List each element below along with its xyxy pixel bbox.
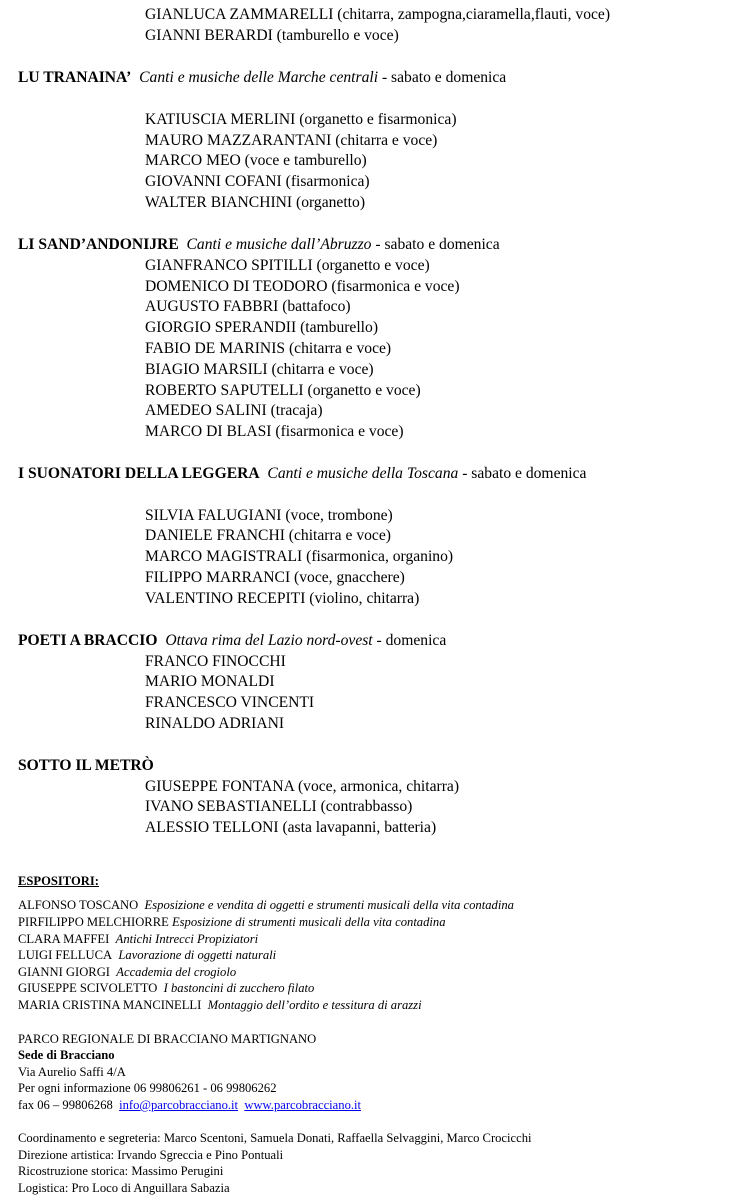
group-description: Canti e musiche della Toscana xyxy=(267,465,459,482)
member-line: MARCO DI BLASI (fisarmonica e voce) xyxy=(145,423,404,440)
member-line: GIUSEPPE FONTANA (voce, armonica, chitarra) xyxy=(145,778,460,795)
espositore-desc: I bastoncini di zucchero filato xyxy=(163,981,315,995)
member-line: GIORGIO SPERANDII (tamburello) xyxy=(145,319,379,336)
espositore-line xyxy=(18,997,422,1013)
member-line: BIAGIO MARSILI (chitarra e voce) xyxy=(145,361,374,378)
address: Via Aurelio Saffi 4/A xyxy=(18,1065,126,1079)
member-line: RINALDO ADRIANI xyxy=(145,715,285,732)
group-name: POETI A BRACCIO xyxy=(18,632,158,649)
espositore-name: PIRFILIPPO MELCHIORRE xyxy=(18,915,169,929)
member-line: KATIUSCIA MERLINI (organetto e fisarmonica) xyxy=(145,111,457,128)
espositore-name: GIUSEPPE SCIVOLETTO xyxy=(18,981,158,995)
espositore-name: CLARA MAFFEI xyxy=(18,932,110,946)
member-line: AMEDEO SALINI (tracaja) xyxy=(145,402,323,419)
espositore-name: MARIA CRISTINA MANCINELLI xyxy=(18,998,202,1012)
group-description: Canti e musiche dall’Abruzzo xyxy=(186,236,372,253)
group-name: I SUONATORI DELLA LEGGERA xyxy=(18,465,260,482)
group-name: LU TRANAINA’ xyxy=(18,69,132,86)
phone-info: Per ogni informazione 06 99806261 - 06 99806262 xyxy=(18,1081,277,1095)
member-line: FRANCO FINOCCHI xyxy=(145,653,286,670)
group-description: Ottava rima del Lazio nord-ovest xyxy=(165,632,373,649)
member-line: MARIO MONALDI xyxy=(145,673,275,690)
espositore-desc: Antichi Intrecci Propiziatori xyxy=(115,932,259,946)
group-heading-li-sand-andonijre xyxy=(18,235,500,255)
fax-line xyxy=(18,1097,361,1113)
espositore-line xyxy=(18,897,514,913)
group-heading-lu-tranaina xyxy=(18,68,506,88)
espositore-line xyxy=(18,964,236,980)
member-line: AUGUSTO FABBRI (battafoco) xyxy=(145,298,351,315)
group-name: SOTTO IL METRÒ xyxy=(18,757,154,774)
member-line: GIANFRANCO SPITILLI (organetto e voce) xyxy=(145,257,430,274)
espositore-name: ALFONSO TOSCANO xyxy=(18,898,139,912)
member-line: FILIPPO MARRANCI (voce, gnacchere) xyxy=(145,569,405,586)
espositore-desc: Accademia del crogiolo xyxy=(116,965,237,979)
group-days: - sabato e domenica xyxy=(378,69,507,86)
member-line: ROBERTO SAPUTELLI (organetto e voce) xyxy=(145,382,421,399)
group-days: - domenica xyxy=(372,632,447,649)
website-link[interactable]: www.parcobracciano.it xyxy=(244,1098,362,1112)
espositore-desc: Montaggio dell’ordito e tessitura di arazzi xyxy=(207,998,422,1012)
espositore-name: LUIGI FELLUCA xyxy=(18,948,113,962)
espositore-line xyxy=(18,980,314,996)
park-name: PARCO REGIONALE DI BRACCIANO MARTIGNANO xyxy=(18,1032,317,1046)
member-line: IVANO SEBASTIANELLI (contrabbasso) xyxy=(145,798,413,815)
credit-line: Coordinamento e segreteria: Marco Scentoni, Samuela Donati, Raffaella Selvaggini, Marco Crocicchi xyxy=(18,1131,532,1145)
email-link[interactable]: info@parcobracciano.it xyxy=(119,1098,239,1112)
group-heading-poeti-a-braccio xyxy=(18,631,446,651)
member-line: VALENTINO RECEPITI (violino, chitarra) xyxy=(145,590,420,607)
espositore-line xyxy=(18,914,446,930)
espositore-desc: Lavorazione di oggetti naturali xyxy=(118,948,277,962)
espositore-name: GIANNI GIORGI xyxy=(18,965,110,979)
member-line: MARCO MAGISTRALI (fisarmonica, organino) xyxy=(145,548,454,565)
member-line: MARCO MEO (voce e tamburello) xyxy=(145,152,367,169)
group-name: LI SAND’ANDONIJRE xyxy=(18,236,179,253)
member-line: GIANNI BERARDI (tamburello e voce) xyxy=(145,27,399,44)
member-line: SILVIA FALUGIANI (voce, trombone) xyxy=(145,507,393,524)
espositore-line xyxy=(18,947,276,963)
group-heading-sotto-il-metro xyxy=(18,756,154,776)
member-line: GIANLUCA ZAMMARELLI (chitarra, zampogna,ciaramella,flauti, voce) xyxy=(145,6,611,23)
credit-line: Ricostruzione storica: Massimo Perugini xyxy=(18,1164,224,1178)
espositore-desc: Esposizione e vendita di oggetti e strumenti musicali della vita contadina xyxy=(144,898,514,912)
credit-line: Direzione artistica: Irvando Sgreccia e Pino Pontuali xyxy=(18,1148,284,1162)
member-line: WALTER BIANCHINI (organetto) xyxy=(145,194,366,211)
espositore-line xyxy=(18,931,258,947)
member-line: FABIO DE MARINIS (chitarra e voce) xyxy=(145,340,392,357)
member-line: MAURO MAZZARANTANI (chitarra e voce) xyxy=(145,132,438,149)
group-days: - sabato e domenica xyxy=(458,465,587,482)
member-line: FRANCESCO VINCENTI xyxy=(145,694,315,711)
member-line: DANIELE FRANCHI (chitarra e voce) xyxy=(145,527,391,544)
espositori-heading: ESPOSITORI: xyxy=(18,874,99,888)
member-line: GIOVANNI COFANI (fisarmonica) xyxy=(145,173,370,190)
group-description: Canti e musiche delle Marche centrali xyxy=(139,69,379,86)
sede-label: Sede di Bracciano xyxy=(18,1048,115,1062)
fax-number: fax 06 – 99806268 xyxy=(18,1098,113,1112)
espositore-desc: Esposizione di strumenti musicali della vita contadina xyxy=(171,915,446,929)
group-heading-suonatori-leggera xyxy=(18,464,586,484)
member-line: DOMENICO DI TEODORO (fisarmonica e voce) xyxy=(145,278,460,295)
group-days: - sabato e domenica xyxy=(371,236,500,253)
member-line: ALESSIO TELLONI (asta lavapanni, batteria) xyxy=(145,819,437,836)
credit-line: Logistica: Pro Loco di Anguillara Sabazia xyxy=(18,1181,230,1195)
